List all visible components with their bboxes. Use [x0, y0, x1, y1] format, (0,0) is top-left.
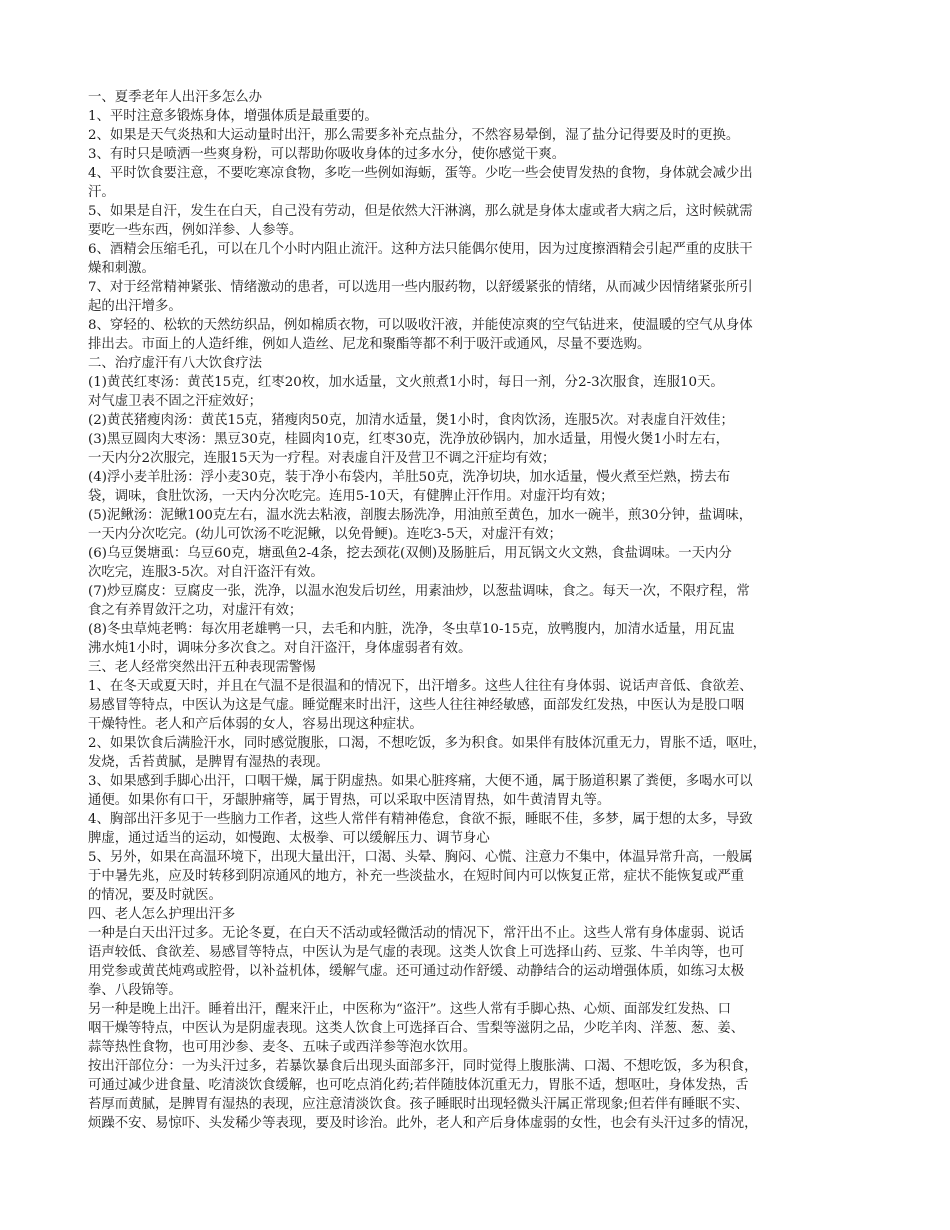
text-line: 次吃完，连服3-5次。对自汗盗汗有效。 [88, 565, 324, 580]
text-line: (4)浮小麦羊肚汤：浮小麦30克，装于净小布袋内，羊肚50克，洗净切块，加水适量，慢火煮至烂熟，捞去布 [88, 470, 731, 485]
text-line: 4、胸部出汗多见于一些脑力工作者，这些人常伴有精神倦怠，食欲不振，睡眠不佳，多梦，属于想的太多，导致 [88, 812, 753, 827]
text-line: 通便。如果你有口干，牙龈肿痛等，属于胃热，可以采取中医清胃热，如牛黄清胃丸等。 [88, 793, 611, 808]
text-line: 燥和刺激。 [88, 261, 155, 276]
text-line: 沸水炖1小时，调味分多次食之。对自汗盗汗，身体虚弱者有效。 [88, 641, 472, 656]
text-line: 烦躁不安、易惊吓、头发稀少等表现，要及时诊治。此外，老人和产后身体虚弱的女性，也会有头汗过多的情况， [88, 1116, 758, 1131]
text-line: 4、平时饮食要注意，不要吃寒凉食物，多吃一些例如海蛎，蛋等。少吃一些会使胃发热的食物，身体就会减少出 [88, 166, 753, 181]
text-line: 于中暑先兆，应及时转移到阴凉通风的地方，补充一些淡盐水，在短时间内可以恢复正常，症状不能恢复或严重 [88, 869, 745, 884]
text-line: 3、如果感到手脚心出汗，口咽干燥，属于阴虚热。如果心脏疼痛，大便不通，属于肠道积累了粪便，多喝水可以 [88, 774, 753, 789]
text-line: 7、对于经常精神紧张、情绪激动的患者，可以选用一些内服药物，以舒缓紧张的情绪，从而减少因情绪紧张所引 [88, 280, 753, 295]
text-line: 蒜等热性食物，也可用沙参、麦冬、五味子或西洋参等泡水饮用。 [88, 1040, 477, 1055]
text-line: 发烧，舌苔黄腻，是脾胃有湿热的表现。 [88, 755, 330, 770]
text-line: 2、如果饮食后满脸汗水，同时感觉腹胀，口渴，不想吃饭，多为积食。如果伴有肢体沉重无力，胃胀不适，呕吐， [88, 736, 767, 751]
text-line: 3、有时只是喷洒一些爽身粉，可以帮助你吸收身体的过多水分，使你感觉干爽。 [88, 147, 566, 162]
text-line: 5、另外，如果在高温环境下，出现大量出汗，口渴、头晕、胸闷、心慌、注意力不集中，体温异常升高，一般属 [88, 850, 753, 865]
text-line: (1)黄芪红枣汤：黄芪15克，红枣20枚，加水适量，文火煎煮1小时，每日一剂，分2-3次服食，连服10天。 [88, 375, 724, 390]
text-line: 三、老人经常突然出汗五种表现需警惕 [88, 660, 316, 675]
text-line: 可通过减少进食量、吃清淡饮食缓解，也可吃点消化药;若伴随肢体沉重无力，胃胀不适，想呕吐，身体发热，舌 [88, 1078, 749, 1093]
text-line: 5、如果是自汗，发生在白天，自己没有劳动，但是依然大汗淋漓，那么就是身体太虚或者大病之后，这时候就需 [88, 204, 753, 219]
text-line: 苔厚而黄腻，是脾胃有湿热的表现，应注意清淡饮食。孩子睡眠时出现轻微头汗属正常现象;但若伴有睡眠不实、 [88, 1097, 749, 1112]
text-line: 语声较低、食欲差、易感冒等特点，中医认为是气虚的表现。这类人饮食上可选择山药、豆浆、牛羊肉等，也可 [88, 945, 745, 960]
text-line: 袋，调味，食肚饮汤，一天内分次吃完。连用5-10天，有健脾止汗作用。对虚汗均有效； [88, 489, 614, 504]
text-line: 一种是白天出汗过多。无论冬夏，在白天不活动或轻微活动的情况下，常汗出不止。这些人常有身体虚弱、说话 [88, 926, 745, 941]
text-line: 1、在冬天或夏天时，并且在气温不是很温和的情况下，出汗增多。这些人往往有身体弱、说话声音低、食欲差、 [88, 679, 753, 694]
text-line: 的情况，要及时就医。 [88, 888, 222, 903]
text-line: 一、夏季老年人出汗多怎么办 [88, 90, 263, 105]
text-line: 四、老人怎么护理出汗多 [88, 907, 236, 922]
text-line: (7)炒豆腐皮：豆腐皮一张，洗净，以温水泡发后切丝，用素油炒，以葱盐调味，食之。每天一次，不限疗程，常 [88, 584, 750, 599]
text-line: 干燥特性。老人和产后体弱的女人，容易出现这种症状。 [88, 717, 423, 732]
text-line: 食之有养胃敛汗之功，对虚汗有效； [88, 603, 303, 618]
text-line: 按出汗部位分：一为头汗过多，若暴饮暴食后出现头面部多汗，同时觉得上腹胀满、口渴、不想吃饭，多为积食， [88, 1059, 758, 1074]
text-line: 用党参或黄芪炖鸡或腔骨，以补益机体，缓解气虚。还可通过动作舒缓、动静结合的运动增强体质，如练习太极 [88, 964, 745, 979]
text-line: 要吃一些东西，例如洋参、人参等。 [88, 223, 303, 238]
text-line: 起的出汗增多。 [88, 299, 182, 314]
text-line: 咽干燥等特点，中医认为是阴虚表现。这类人饮食上可选择百合、雪梨等滋阴之品，少吃羊肉、洋葱、葱、姜、 [88, 1021, 745, 1036]
text-line: 拳、八段锦等。 [88, 983, 182, 998]
text-line: 脾虚，通过适当的运动，如慢跑、太极拳、可以缓解压力、调节身心 [88, 831, 490, 846]
text-line: 排出去。市面上的人造纤维，例如人造丝、尼龙和聚酯等都不利于吸汗或通风，尽量不要选购。 [88, 337, 651, 352]
text-line: 二、治疗虚汗有八大饮食疗法 [88, 356, 263, 371]
text-line: (8)冬虫草炖老鸭：每次用老雄鸭一只，去毛和内脏，洗净，冬虫草10-15克，放鸭腹内，加清水适量，用瓦盅 [88, 622, 735, 637]
text-line: (5)泥鳅汤：泥鳅100克左右，温水洗去粘液，剖腹去肠洗净，用油煎至黄色，加水一碗半，煎30分钟，盐调味， [88, 508, 753, 523]
text-line: (2)黄芪猪瘦肉汤：黄芪15克，猪瘦肉50克，加清水适量，煲1小时，食肉饮汤，连服5次。对表虚自汗效佳； [88, 413, 734, 428]
text-line: (6)乌豆煲塘虱：乌豆60克，塘虱鱼2-4条，挖去颈花(双侧)及肠脏后，用瓦锅文火文熟，食盐调味。一天内分 [88, 546, 732, 561]
text-line: 易感冒等特点，中医认为这是气虚。睡觉醒来时出汗，这些人往往神经敏感，面部发红发热，中医认为是股口咽 [88, 698, 745, 713]
text-line: 8、穿轻的、松软的天然纺织品，例如棉质衣物，可以吸收汗液，并能使凉爽的空气钻进来，使温暖的空气从身体 [88, 318, 753, 333]
text-line: 1、平时注意多锻炼身体，增强体质是最重要的。 [88, 109, 378, 124]
text-line: (3)黑豆圆肉大枣汤：黑豆30克，桂圆肉10克，红枣30克，洗净放砂锅内，加水适量，用慢火煲1小时左右， [88, 432, 730, 447]
text-line: 另一种是晚上出汗。睡着出汗，醒来汗止，中医称为“盗汗”。这些人常有手脚心热、心烦、面部发红发热、口 [88, 1002, 732, 1017]
text-line: 一天内分次吃完。(幼儿可饮汤不吃泥鳅，以免骨鲠)。连吃3-5天，对虚汗有效； [88, 527, 562, 542]
text-line: 对气虚卫表不固之汗症效好； [88, 394, 263, 409]
text-line: 2、如果是天气炎热和大运动量时出汗，那么需要多补充点盐分，不然容易晕倒，湿了盐分记得要及时的更换。 [88, 128, 740, 143]
text-line: 一天内分2次服完，连服15天为一疗程。对表虚自汗及营卫不调之汗症均有效； [88, 451, 556, 466]
text-line: 6、酒精会压缩毛孔，可以在几个小时内阻止流汗。这种方法只能偶尔使用，因为过度擦酒精会引起严重的皮肤干 [88, 242, 753, 257]
text-line: 汗。 [88, 185, 115, 200]
